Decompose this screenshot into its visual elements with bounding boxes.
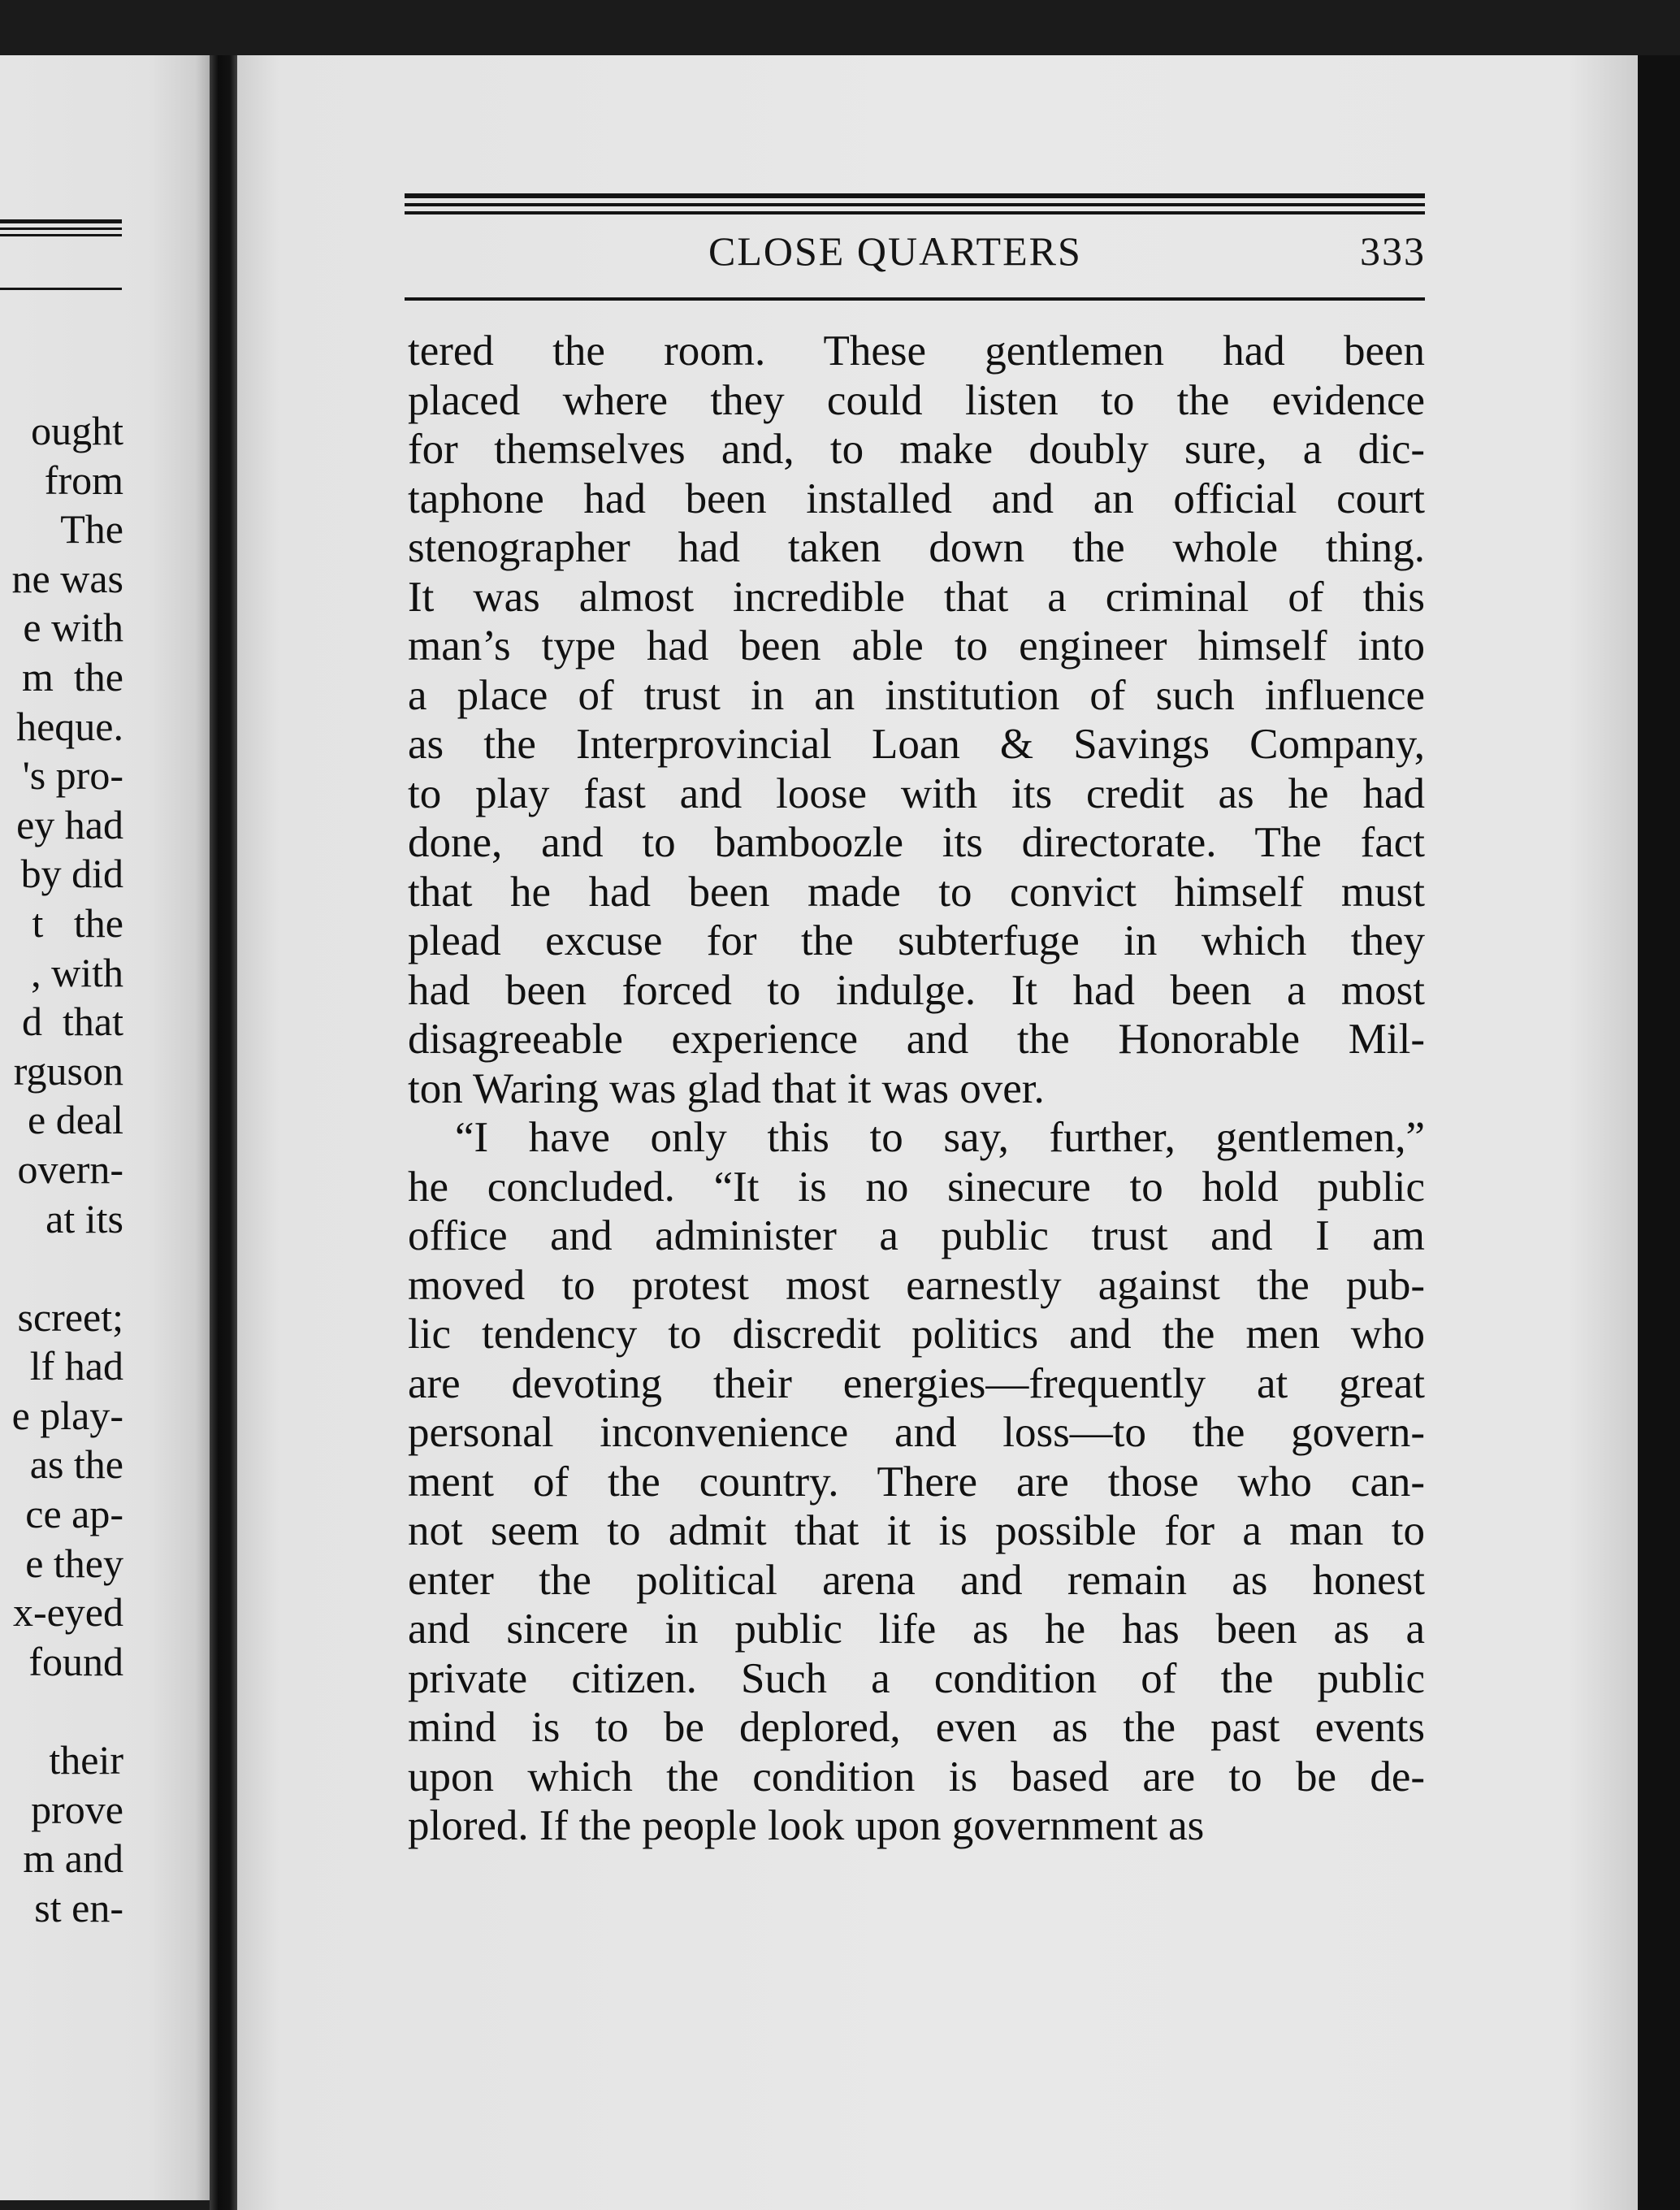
left-header-rule-bottom [0,234,122,236]
text-line: “I have only this to say, further, gentlemen,” [455,1114,1425,1161]
left-page-line: m and [23,1835,123,1882]
text-line: taphone had been installed and an official court [408,474,1425,522]
text-line: stenographer had taken down the whole thing. [408,524,1425,571]
left-page-line: ey had [16,801,123,847]
left-page-line: ought [31,408,123,453]
left-page-line: The [60,506,123,552]
text-line: are devoting their energies—frequently at great [408,1359,1425,1407]
text-line: private citizen. Such a condition of the public [408,1654,1425,1702]
left-page-line: t the [32,899,123,946]
header-underline [405,297,1425,301]
text-line: to play fast and loose with its credit as he had [408,769,1425,817]
left-page-line [0,1686,123,1736]
text-line: tered the room. These gentlemen had been [408,327,1425,375]
left-page-line: x-eyed [12,1589,123,1636]
text-line: placed where they could listen to the evidence [408,376,1425,424]
body-text [408,327,1425,1851]
left-header-rule-top [0,219,122,223]
text-line: for themselves and, to make doubly sure, a dic- [408,426,1425,473]
left-page-line: their [49,1737,123,1783]
running-head [406,228,1426,284]
left-page-line: , with [31,949,123,995]
left-page-line: e play- [11,1392,123,1438]
left-page-line: heque. [16,703,123,749]
text-line: and sincere in public life as he has been as a [408,1606,1425,1653]
text-line: moved to protest most earnestly against the pub- [408,1261,1425,1309]
left-page-line: d that [22,999,123,1045]
page-edge-shadow [1638,55,1680,2210]
text-line: had been forced to indulge. It had been a most [408,966,1425,1014]
left-page-line: screet; [17,1294,123,1340]
text-line: personal inconvenience and loss—to the govern- [408,1409,1425,1456]
header-rule-middle [405,203,1425,206]
left-page-line: ne was [11,555,123,601]
left-page-line: e deal [28,1097,123,1143]
text-line: enter the political arena and remain as honest [408,1556,1425,1604]
left-page-line: lf had [29,1343,123,1389]
text-line: upon which the condition is based are to be de- [408,1753,1425,1800]
text-line: ton Waring was glad that it was over. [408,1064,1045,1112]
text-line: as the Interprovincial Loan & Savings Company, [408,721,1425,768]
left-page-line: ce ap- [25,1491,123,1537]
text-line: disagreeable experience and the Honorable Mil- [408,1016,1425,1063]
left-header-rule-middle [0,228,122,230]
left-page-line: m the [22,653,123,700]
left-facing-page [0,55,213,2200]
left-page-line: e they [25,1540,123,1586]
left-page-line: 's pro- [22,752,123,799]
text-line: It was almost incredible that a criminal of this [408,573,1425,621]
text-line: done, and to bamboozle its directorate. The fact [408,819,1425,866]
text-line: lic tendency to discredit politics and the men who [408,1311,1425,1358]
book-spine [210,55,239,2210]
left-page-line: from [44,457,123,503]
header-rule-top [405,193,1425,198]
text-line: plead excuse for the subterfuge in which they [408,917,1425,964]
left-page-line: found [28,1638,123,1684]
left-page-line: prove [31,1786,123,1832]
text-line: mind is to be deplored, even as the past events [408,1704,1425,1751]
left-page-line: at its [45,1195,123,1242]
left-page-line: as the [29,1441,123,1488]
left-page-line: rguson [13,1047,123,1094]
text-line: plored. If the people look upon government as [408,1802,1205,1849]
text-line: man’s type had been able to engineer himself into [408,622,1425,670]
text-line: that he had been made to convict himself must [408,868,1425,916]
left-page-line: e with [23,604,123,651]
left-header-underline [0,288,122,290]
left-page-line: overn- [17,1146,123,1192]
running-head-title: CLOSE QUARTERS [708,228,1082,274]
text-line: a place of trust in an institution of such influence [408,671,1425,719]
text-line: office and administer a public trust and I am [408,1212,1425,1259]
header-rule-bottom [405,211,1425,214]
text-line: ment of the country. There are those who can- [408,1458,1425,1506]
left-page-line: by did [20,851,123,897]
page-number: 333 [1360,228,1426,274]
left-page-text [0,406,123,1932]
left-page-line [0,1243,123,1293]
left-page-line: st en- [34,1884,123,1930]
text-line: not seem to admit that it is possible for a man to [408,1507,1425,1554]
text-line: he concluded. “It is no sinecure to hold public [408,1163,1425,1211]
